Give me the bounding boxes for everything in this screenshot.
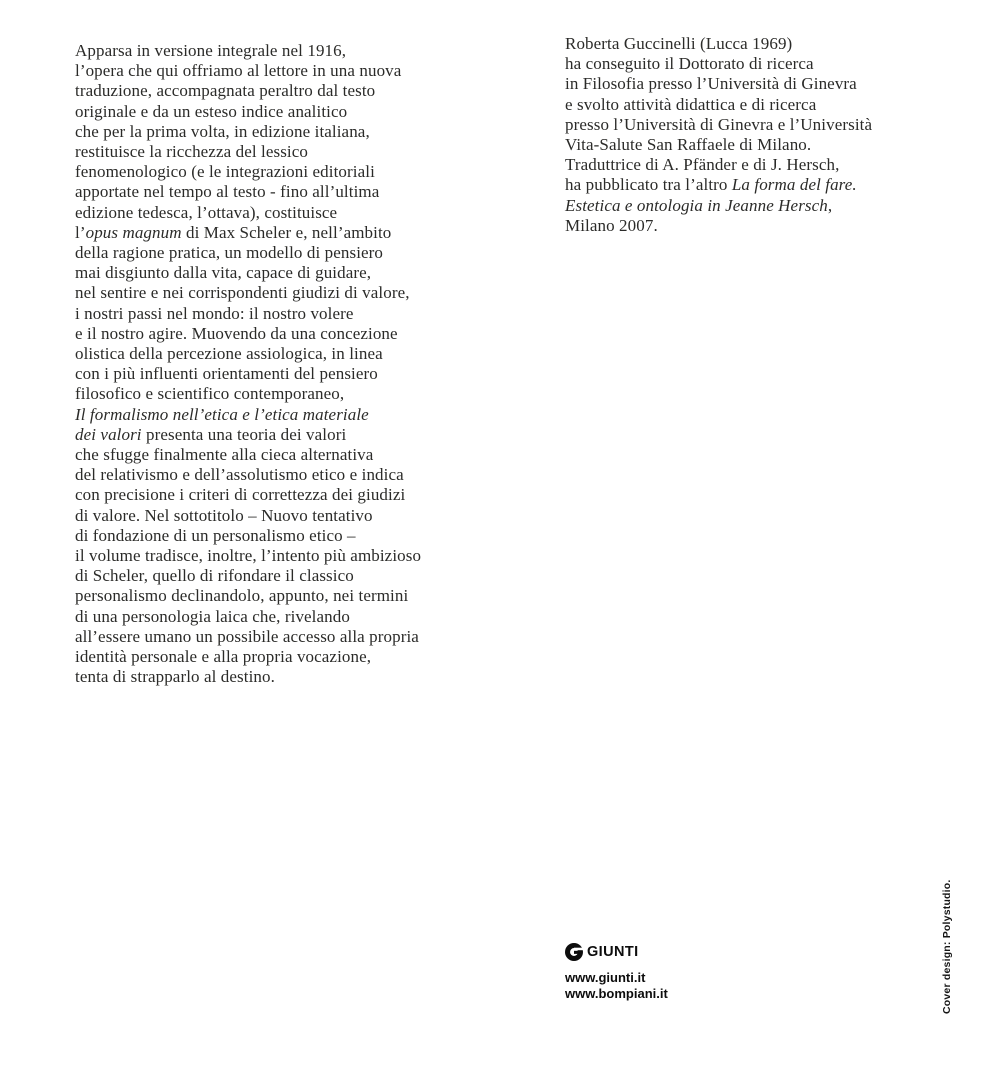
text-line: identità personale e alla propria vocazione, bbox=[75, 647, 372, 667]
text-line: presso l’Università di Ginevra e l’Università bbox=[565, 114, 873, 134]
text-line: di fondazione di un personalismo etico – bbox=[75, 525, 356, 545]
text-line: ha pubblicato tra l’altro La forma del fare. bbox=[565, 175, 857, 195]
text-line: ha conseguito il Dottorato di ricerca bbox=[565, 54, 814, 74]
text-line: con i più influenti orientamenti del pensiero bbox=[75, 364, 378, 384]
text-line: in Filosofia presso l’Università di Ginevra bbox=[565, 74, 857, 94]
text-line: del relativismo e dell’assolutismo etico e indica bbox=[75, 465, 404, 485]
text-line: fenomenologico (e le integrazioni editoriali bbox=[75, 162, 375, 182]
text-line: edizione tedesca, l’ottava), costituisce bbox=[75, 202, 338, 222]
website-url: www.giunti.it bbox=[565, 970, 646, 985]
text-line: personalismo declinandolo, appunto, nei termini bbox=[75, 586, 409, 606]
giunti-logo-icon bbox=[565, 943, 583, 961]
text-line: all’essere umano un possibile accesso alla propria bbox=[75, 626, 419, 646]
text-line: con precisione i criteri di correttezza dei giudizi bbox=[75, 485, 406, 505]
text-line: filosofico e scientifico contemporaneo, bbox=[75, 384, 345, 404]
text-line: Vita-Salute San Raffaele di Milano. bbox=[565, 135, 812, 155]
text-line: Estetica e ontologia in Jeanne Hersch, bbox=[565, 195, 833, 215]
synopsis-text bbox=[75, 41, 465, 688]
text-line: restituisce la ricchezza del lessico bbox=[75, 142, 308, 162]
publisher-logo bbox=[565, 943, 668, 961]
text-line: originale e da un esteso indice analitico bbox=[75, 101, 348, 121]
text-line: Traduttrice di A. Pfänder e di J. Hersch, bbox=[565, 155, 840, 175]
text-line: Apparsa in versione integrale nel 1916, bbox=[75, 41, 347, 60]
text-line: Milano 2007. bbox=[565, 215, 658, 235]
publisher-name: GIUNTI bbox=[587, 944, 639, 960]
text-line: mai disgiunto dalla vita, capace di guidare, bbox=[75, 263, 372, 283]
text-line: i nostri passi nel mondo: il nostro volere bbox=[75, 303, 354, 323]
text-line: apportate nel tempo al testo - fino all’ultima bbox=[75, 182, 380, 202]
text-line: l’opera che qui offriamo al lettore in una nuova bbox=[75, 61, 402, 81]
text-line: tenta di strapparlo al destino. bbox=[75, 667, 275, 687]
text-line: di Scheler, quello di rifondare il classico bbox=[75, 566, 354, 586]
text-line: e svolto attività didattica e di ricerca bbox=[565, 94, 817, 114]
cover-design-credit: Cover design: Polystudio. bbox=[941, 879, 953, 1014]
text-line: che per la prima volta, in edizione italiana, bbox=[75, 121, 370, 141]
text-line: dei valori presenta una teoria dei valori bbox=[75, 424, 347, 444]
publisher-block bbox=[565, 943, 668, 1001]
text-line: Il formalismo nell’etica e l’etica materiale bbox=[75, 404, 369, 424]
text-line: Roberta Guccinelli (Lucca 1969) bbox=[565, 34, 793, 53]
website-url: www.bompiani.it bbox=[565, 985, 668, 1001]
text-line: olistica della percezione assiologica, in linea bbox=[75, 344, 383, 364]
text-line: nel sentire e nei corrispondenti giudizi di valore, bbox=[75, 283, 410, 303]
text-line: e il nostro agire. Muovendo da una concezione bbox=[75, 323, 398, 343]
text-line: di valore. Nel sottotitolo – Nuovo tentativo bbox=[75, 505, 373, 525]
text-line: traduzione, accompagnata peraltro dal testo bbox=[75, 81, 376, 101]
text-line: di una personologia laica che, rivelando bbox=[75, 606, 350, 626]
text-line: che sfugge finalmente alla cieca alternativa bbox=[75, 445, 374, 465]
author-bio-text bbox=[565, 34, 925, 236]
text-line: il volume tradisce, inoltre, l’intento più ambizioso bbox=[75, 546, 422, 566]
publisher-urls bbox=[565, 970, 668, 1001]
text-line: l’opus magnum di Max Scheler e, nell’ambito bbox=[75, 222, 392, 242]
text-line: della ragione pratica, un modello di pensiero bbox=[75, 243, 384, 263]
